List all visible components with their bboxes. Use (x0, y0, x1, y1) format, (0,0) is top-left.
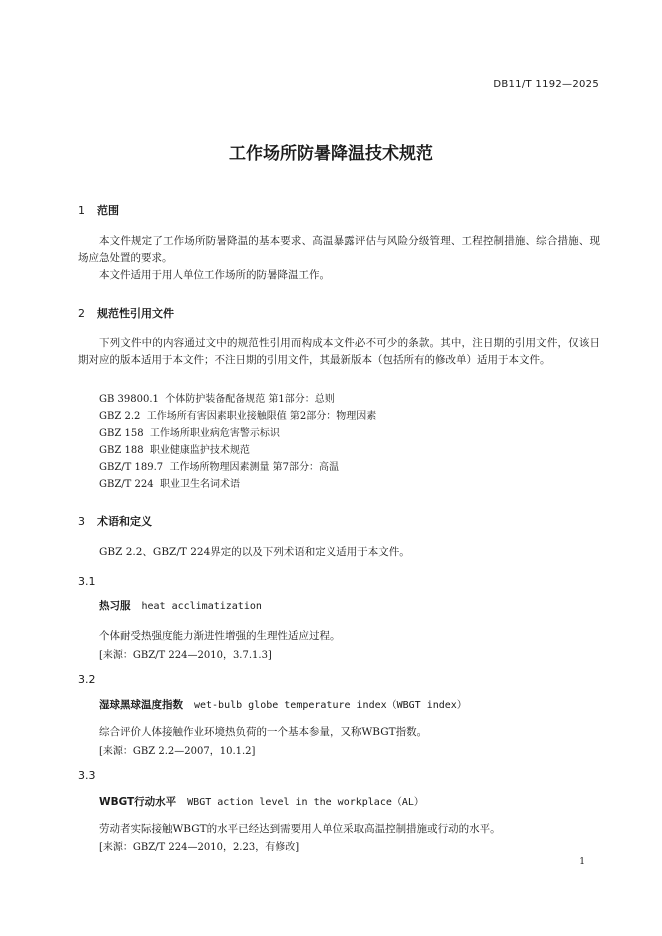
term-english: WBGT action level in the workplace（AL） (187, 797, 424, 808)
reference-item: GB 39800.1 个体防护装备配备规范 第1部分：总则 (99, 394, 335, 405)
term-number: 3.1 (78, 575, 96, 588)
reference-item: GBZ/T 224 职业卫生名词术语 (99, 479, 240, 490)
term-chinese: 湿球黑球温度指数 (99, 699, 183, 711)
terms-intro-paragraph: GBZ 2.2、GBZ/T 224界定的以及下列术语和定义适用于本文件。 (99, 546, 410, 558)
scope-paragraph-1: 本文件规定了工作场所防暑降温的基本要求、高温暴露评估与风险分级管理、工程控制措施、综合措施、现场应急处置的要求。 (78, 235, 600, 264)
section-heading-normative-references (78, 305, 174, 321)
normative-intro-paragraph: 下列文件中的内容通过文中的规范性引用而构成本文件必不可少的条款。其中，注日期的引用文件，仅该日期对应的版本适用于本文件；不注日期的引用文件，其最新版本（包括所有的修改单）适用于本文件。 (78, 337, 600, 366)
term-chinese: WBGT行动水平 (99, 796, 177, 808)
term-name (99, 793, 424, 809)
term-source: [来源：GBZ 2.2—2007，10.1.2] (99, 746, 256, 757)
section-title: 术语和定义 (97, 515, 152, 528)
term-definition: 劳动者实际接触WBGT的水平已经达到需要用人单位采取高温控制措施或行动的水平。 (99, 823, 501, 835)
section-title: 范围 (97, 204, 119, 217)
term-chinese: 热习服 (99, 600, 131, 612)
term-source: [来源：GBZ/T 224—2010，3.7.1.3] (99, 650, 272, 661)
term-name (99, 598, 262, 613)
term-definition: 综合评价人体接触作业环境热负荷的一个基本参量，又称WBGT指数。 (99, 726, 428, 738)
reference-item: GBZ/T 189.7 工作场所物理因素测量 第7部分：高温 (99, 462, 340, 473)
reference-item: GBZ 2.2 工作场所有害因素职业接触限值 第2部分：物理因素 (99, 411, 377, 422)
term-number: 3.3 (78, 769, 96, 782)
reference-item: GBZ 158 工作场所职业病危害警示标识 (99, 428, 280, 439)
section-heading-terms (78, 513, 152, 529)
section-heading-scope (78, 202, 119, 218)
term-english: wet-bulb globe temperature index（WBGT index） (193, 700, 467, 711)
term-name (99, 696, 467, 712)
term-source: [来源：GBZ/T 224—2010，2.23，有修改] (99, 842, 300, 853)
scope-paragraph-2: 本文件适用于用人单位工作场所的防暑降温工作。 (99, 269, 330, 281)
section-number: 2 (78, 307, 85, 320)
term-number: 3.2 (78, 673, 96, 686)
section-number: 1 (78, 204, 85, 217)
page-number: 1 (579, 857, 585, 867)
section-title: 规范性引用文件 (97, 307, 174, 320)
section-number: 3 (78, 515, 85, 528)
document-title: 工作场所防暑降温技术规范 (229, 144, 433, 164)
term-definition: 个体耐受热强度能力渐进性增强的生理性适应过程。 (99, 630, 341, 642)
reference-item: GBZ 188 职业健康监护技术规范 (99, 445, 250, 456)
document-id: DB11/T 1192—2025 (493, 79, 599, 90)
term-english: heat acclimatization (141, 601, 262, 612)
